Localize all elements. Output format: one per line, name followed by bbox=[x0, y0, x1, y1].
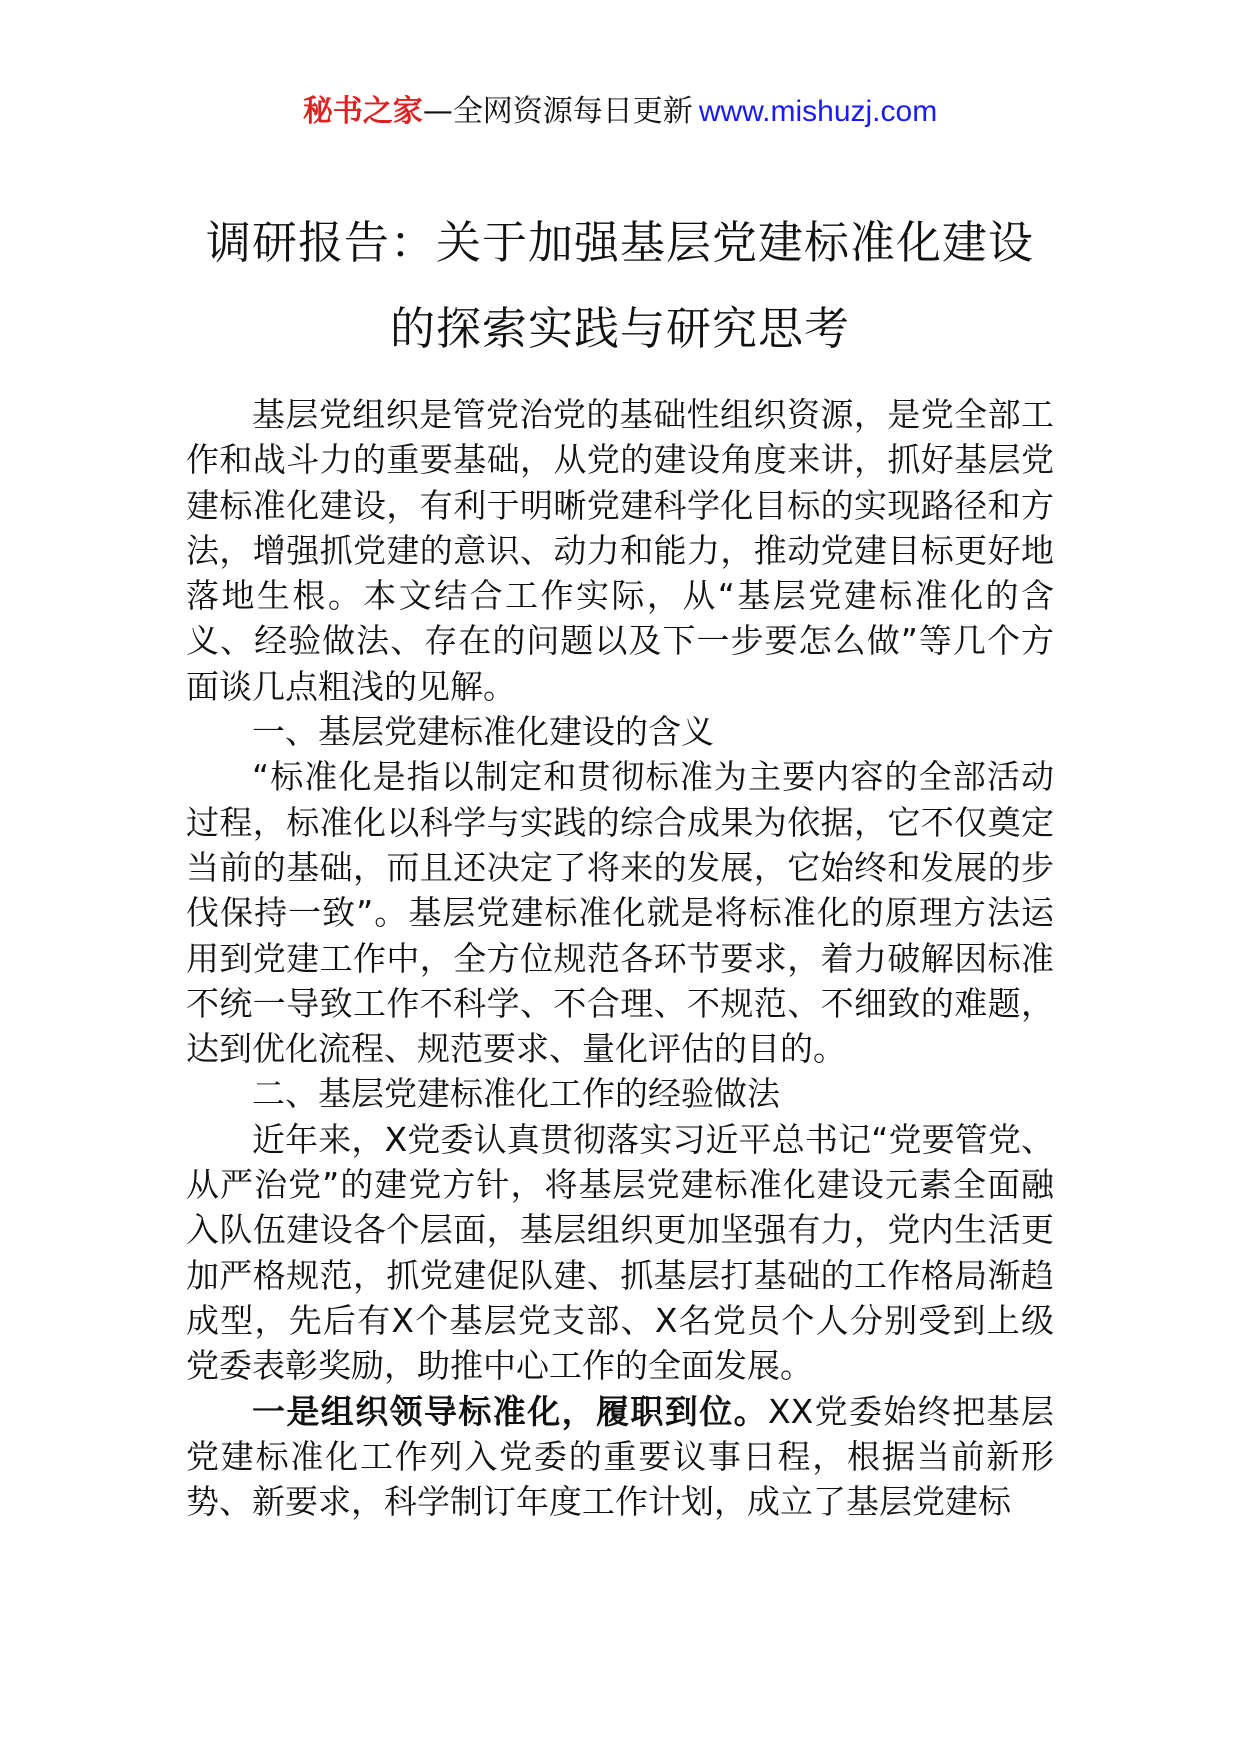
site-url-link[interactable]: www.mishuzj.com bbox=[698, 95, 938, 128]
definition-paragraph: “标准化是指以制定和贯彻标准为主要内容的全部活动过程，标准化以科学与实践的综合成果为依据，它不仅奠定当前的基础，而且还决定了将来的发展，它始终和发展的步伐保持一致”。基层党建标准化就是将标准化的原理方法运用到党建工作中，全方位规范各环节要求，着力破解因标准不统一导致工作不科学、不合理、不规范、不细致的难题，达到优化流程、规范要求、量化评估的目的。 bbox=[186, 757, 1054, 1069]
site-brand: 秘书之家 bbox=[302, 94, 423, 129]
document-title bbox=[0, 200, 1240, 372]
experience-paragraph: 近年来，X党委认真贯彻落实习近平总书记“党要管党、从严治党”的建党方针，将基层党建标准化建设元素全面融入队伍建设各个层面，基层组织更加坚强有力，党内生活更加严格规范，抓党建促队建、抓基层打基础的工作格局渐趋成型，先后有X个基层党支部、X名党员个人分别受到上级党委表彰奖励，助推中心工作的全面发展。 bbox=[186, 1119, 1054, 1386]
organization-paragraph bbox=[186, 1389, 1054, 1525]
document-body bbox=[186, 392, 1054, 1524]
organization-text: XX党委始终把基层党建标准化工作列入党委的重要议事日程，根据当前新形势、新要求，科学制订年度工作计划，成立了基层党建标 bbox=[186, 1391, 1055, 1522]
document-title-line-1: 调研报告：关于加强基层党建标准化建设 bbox=[205, 216, 1034, 269]
section-heading-1: 一、基层党建标准化建设的含义 bbox=[252, 712, 714, 752]
intro-paragraph: 基层党组织是管党治党的基础性组织资源，是党全部工作和战斗力的重要基础，从党的建设角度来讲，抓好基层党建标准化建设，有利于明晰党建科学化目标的实现路径和方法，增强抓党建的意识、动力和能力，推动党建目标更好地落地生根。本文结合工作实际，从“基层党建标准化的含义、经验做法、存在的问题以及下一步要怎么做”等几个方面谈几点粗浅的见解。 bbox=[186, 395, 1054, 706]
section-heading-2: 二、基层党建标准化工作的经验做法 bbox=[252, 1074, 780, 1114]
organization-lead: 一是组织领导标准化，履职到位。 bbox=[252, 1391, 768, 1431]
site-header-banner bbox=[0, 92, 1240, 132]
site-slogan: —全网资源每日更新 bbox=[422, 94, 693, 129]
document-title-line-2: 的探索实践与研究思考 bbox=[389, 302, 850, 355]
